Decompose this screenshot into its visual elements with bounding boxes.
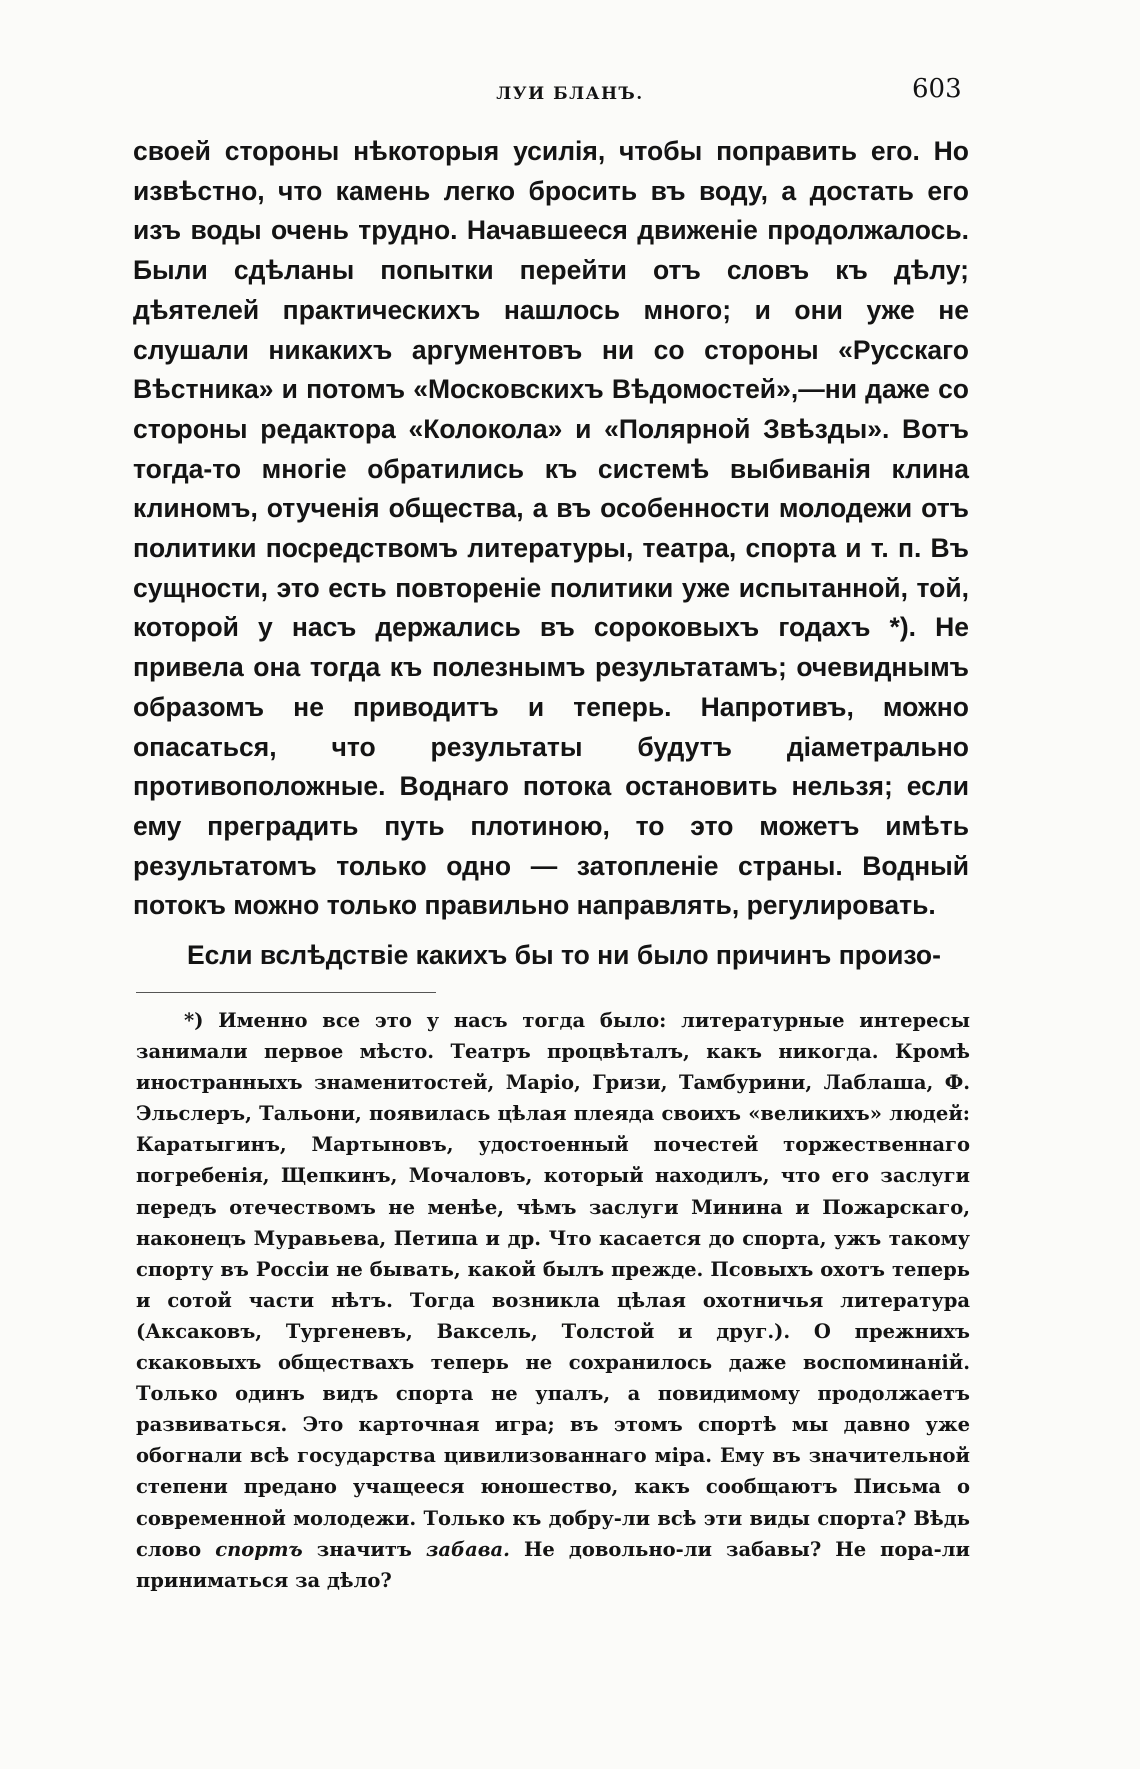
- footnote-text-end: Не довольно-ли забавы? Не пора-ли приниматься за дѣло?: [136, 1537, 970, 1592]
- page-number: 603: [912, 74, 962, 104]
- footnote-italic-sport: спортъ: [215, 1537, 303, 1561]
- running-header-title: ЛУИ БЛАНЪ.: [496, 84, 644, 104]
- main-text-block: [133, 132, 969, 976]
- footnote-italic-zabava: забава.: [425, 1537, 510, 1561]
- footnote: [136, 1005, 970, 1596]
- footnote-paragraph: [136, 1005, 970, 1596]
- body-paragraph-1: своей стороны нѣкоторыя усилія, чтобы поправить его. Но извѣстно, что камень легко бросить въ воду, а достать его изъ воды очень трудно. Начавшееся движеніе продолжалось. Были сдѣланы попытки перейти отъ словъ къ дѣлу; дѣятелей практическихъ нашлось много; и они уже не слушали никакихъ аргументовъ ни со стороны «Русскаго Вѣстника» и потомъ «Московскихъ Вѣдомостей»,—ни даже со стороны редактора «Колокола» и «Полярной Звѣзды». Вотъ тогда-то многіе обратились къ системѣ выбиванія клина клиномъ, отученія общества, а въ особенности молодежи отъ политики посредствомъ литературы, театра, спорта и т. п. Въ сущности, это есть повтореніе политики уже испытанной, той, которой у насъ держались въ сороковыхъ годахъ *). Не привела она тогда къ полезнымъ результатамъ; очевиднымъ образомъ не приводитъ и теперь. Напротивъ, можно опасаться, что результаты будутъ діаметрально противоположные. Воднаго потока остановить нельзя; если ему преградить путь плотиною, то это можетъ имѣть результатомъ только одно — затопленіе страны. Водный потокъ можно только правильно направлять, регулировать.: [133, 136, 969, 921]
- body-paragraph-2: Если вслѣдствіе какихъ бы то ни было причинъ произо-: [187, 940, 941, 971]
- footnote-text-mid: значитъ: [316, 1537, 412, 1561]
- footnote-text-main: *) Именно все это у насъ тогда было: литературные интересы занимали первое мѣсто. Театръ процвѣталъ, какъ никогда. Кромѣ иностранныхъ знаменитостей, Маріо, Гризи, Тамбурини, Лаблаша, Ф. Эльслеръ, Тальони, появилась цѣлая плеяда своихъ «великихъ» людей: Каратыгинъ, Мартыновъ, удостоенный почестей торжественнаго погребенія, Щепкинъ, Мочаловъ, который находилъ, что его заслуги передъ отечествомъ не менѣе, чѣмъ заслуги Минина и Пожарскаго, наконецъ Муравьева, Петипа и др. Что касается до спорта, ужъ такому спорту въ Россіи не бывать, какой былъ прежде. Псовыхъ охотъ теперь и сотой части нѣтъ. Тогда возникла цѣлая охотничья литература (Аксаковъ, Тургеневъ, Ваксель, Толстой и друг.). О прежнихъ скаковыхъ обществахъ теперь не сохранилось даже воспоминаній. Только одинъ видъ спорта не упалъ, а повидимому продолжаетъ развиваться. Это карточная игра; въ этомъ спортѣ мы давно уже обогнали всѣ государства цивилизованнаго міра. Ему въ значительной степени предано учащееся юношество, какъ сообщаютъ Письма о современной молодежи. Только къ добру-ли всѣ эти виды спорта? Вѣдь слово: [136, 1009, 970, 1561]
- footnote-divider: [136, 992, 436, 993]
